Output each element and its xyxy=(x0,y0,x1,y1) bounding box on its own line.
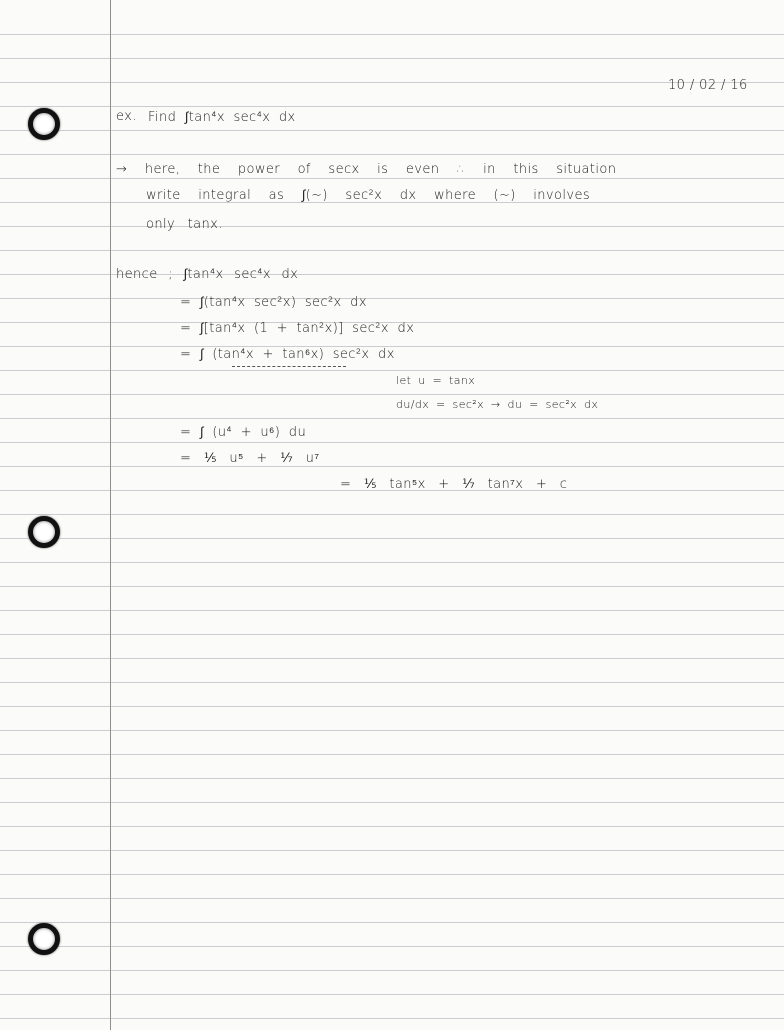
note-line-3: only tanx. xyxy=(146,217,223,232)
binder-hole-bottom xyxy=(28,923,60,955)
date: 10 / 02 / 16 xyxy=(668,78,748,93)
example-statement: Find ∫tan⁴x sec⁴x dx xyxy=(148,110,296,125)
underline-squiggle xyxy=(232,362,346,367)
margin-line xyxy=(110,0,111,1030)
step-1: hence ; ∫tan⁴x sec⁴x dx xyxy=(116,267,299,282)
note-line-2: write integral as ∫(~) sec²x dx where (~) involves xyxy=(146,188,591,203)
substitution-line-2: du/dx = sec²x → du = sec²x dx xyxy=(396,398,599,411)
step-3: = ∫[tan⁴x (1 + tan²x)] sec²x dx xyxy=(180,321,415,336)
step-2: = ∫(tan⁴x sec²x) sec²x dx xyxy=(180,295,367,310)
binder-hole-middle xyxy=(28,516,60,548)
step-4: = ∫ (tan⁴x + tan⁶x) sec²x dx xyxy=(180,347,395,362)
substitution-line-1: let u = tanx xyxy=(396,374,476,387)
example-label: ex. xyxy=(116,109,137,124)
note-line-1: → here, the power of secx is even ∴ in this situation xyxy=(116,162,617,177)
step-6: = ⅕ u⁵ + ⅐ u⁷ xyxy=(180,451,320,466)
step-5: = ∫ (u⁴ + u⁶) du xyxy=(180,425,307,440)
binder-hole-top xyxy=(28,108,60,140)
final-answer: = ⅕ tan⁵x + ⅐ tan⁷x + c xyxy=(340,477,568,492)
